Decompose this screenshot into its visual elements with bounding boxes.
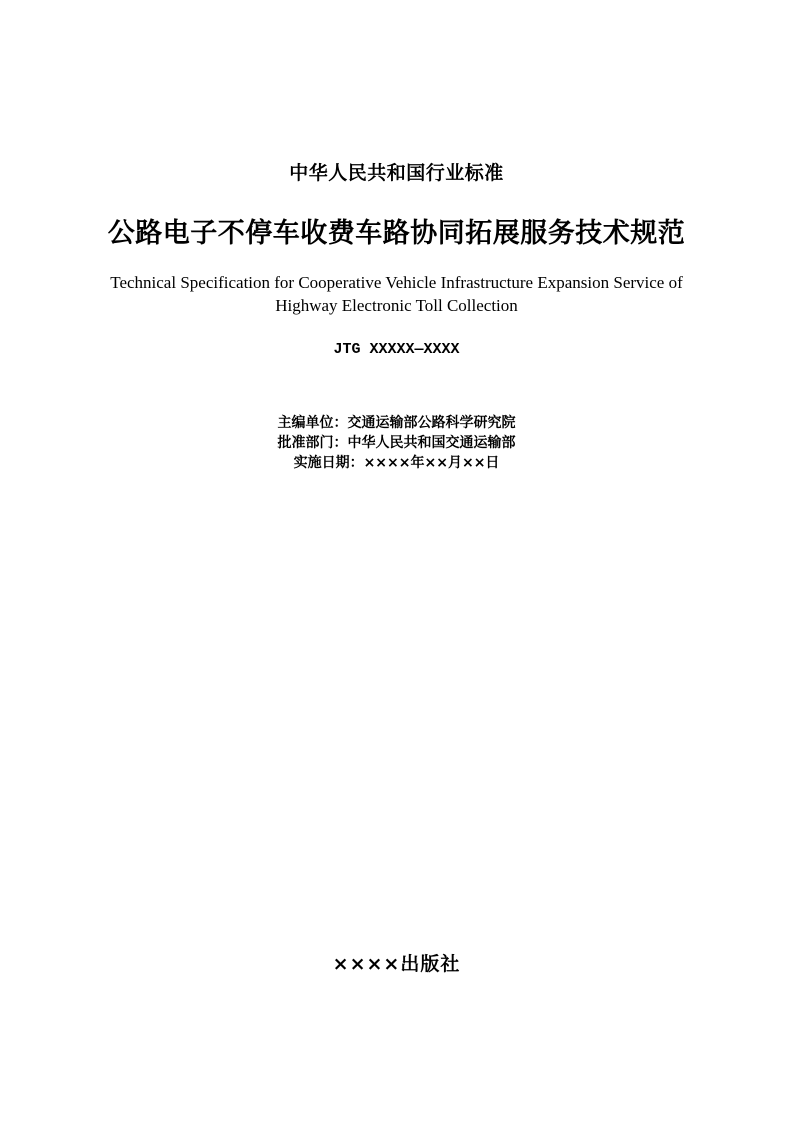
document-title-en (0, 271, 793, 317)
approval-department: 批准部门：中华人民共和国交通运输部 (277, 435, 516, 451)
editor-unit: 主编单位：交通运输部公路科学研究院 (277, 415, 516, 431)
title-en-line-1: Technical Specification for Cooperative Vehicle Infrastructure Expansion Service of (110, 273, 683, 292)
standard-category: 中华人民共和国行业标准 (289, 162, 504, 184)
effective-date: 实施日期：××××年××月××日 (293, 455, 500, 471)
standard-code: JTG XXXXX—XXXX (333, 341, 460, 358)
document-meta (0, 413, 793, 473)
title-en-line-2: Highway Electronic Toll Collection (275, 296, 518, 315)
publisher: ××××出版社 (332, 953, 461, 975)
document-title-zh: 公路电子不停车收费车路协同拓展服务技术规范 (107, 218, 686, 249)
